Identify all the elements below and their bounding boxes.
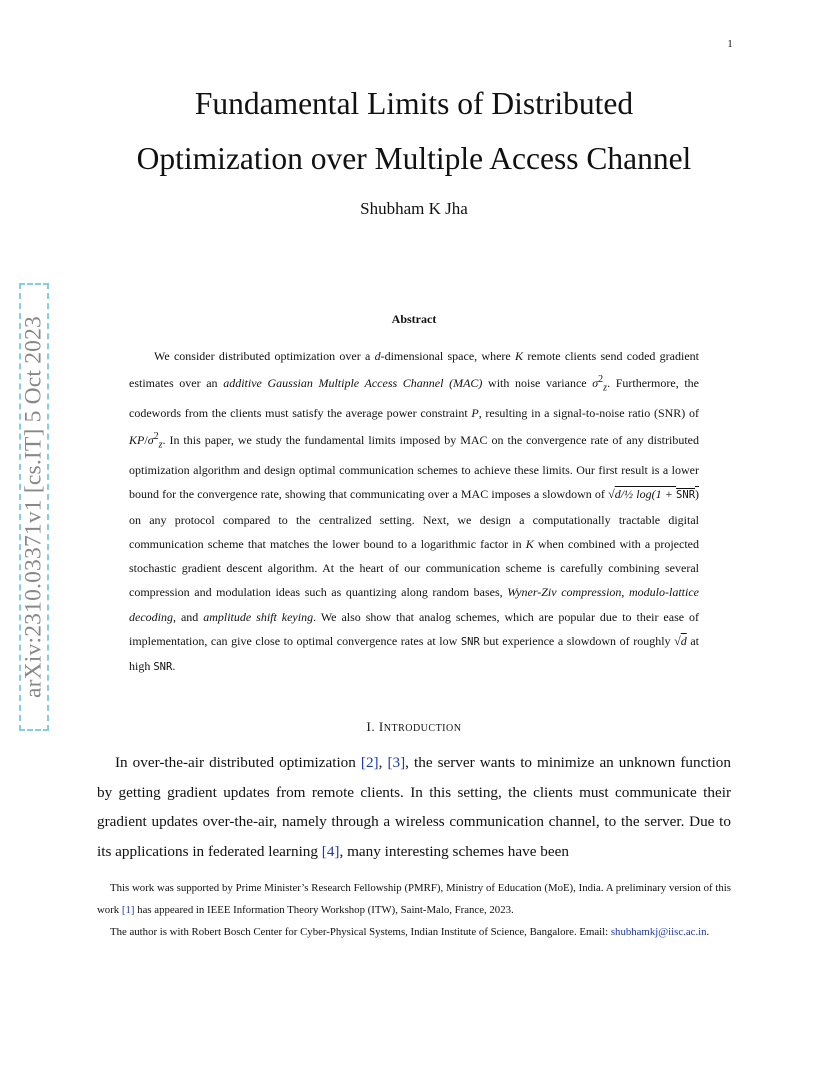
footnote-text: has appeared in IEEE Information Theory Workshop (ITW), Saint-Malo, France, 2023. — [134, 903, 514, 916]
footnote-funding — [97, 878, 731, 921]
abstract-text: . — [172, 659, 176, 674]
math-sup-2: 2 — [153, 431, 159, 443]
abstract-text: -dimensional space, where — [380, 349, 516, 363]
email-link[interactable]: shubhamkj@iisc.ac.in — [610, 926, 707, 938]
abstract-text: when combined with a projected stochastic gradient descent algorithm. At the heart of our communication scheme is carefully combining several compression and modulation ideas such as quantizing along random bases, — [129, 536, 699, 600]
abstract-text: . Furthermore, the codewords from the clients must satisfy the average power constraint — [129, 376, 699, 420]
citation-link[interactable]: [4] — [321, 842, 340, 860]
math-sigma: σ — [592, 376, 599, 391]
abstract-text: . In this paper, we study the fundamental limits imposed by MAC on the convergence rate of any distributed optimization algorithm and design optimal communication schemes to achieve these limits. Our first result is a lower bound for the convergence rate, showing that communicating over a MAC imposes a slowdown of — [129, 433, 699, 502]
arxiv-stamp[interactable] — [19, 283, 49, 731]
intro-text: In over-the-air distributed optimization — [115, 754, 361, 771]
footnote-text: This work was supported by Prime Minister’s Research Fellowship (PMRF), Ministry of Education (MoE), India. A preliminary version of this work — [97, 882, 731, 916]
intro-text: , many interesting schemes have been — [339, 842, 569, 860]
footnote-affiliation — [97, 922, 731, 944]
abstract-text: . We also show that analog schemes, which are popular due to their ease of implementation, can give close to optimal convergence rates at low — [129, 609, 700, 649]
section-heading-introduction — [60, 719, 768, 735]
author-name: Shubham K Jha — [360, 199, 468, 218]
math-sub-z: z — [603, 382, 608, 394]
math-p: P — [471, 405, 479, 420]
math-k: K — [515, 349, 524, 363]
citation-link[interactable]: [3] — [387, 754, 406, 771]
section-title-rest: NTRODUCTION — [383, 723, 462, 734]
math-radicand — [615, 487, 699, 501]
page-number: 1 — [727, 38, 733, 50]
abstract-emphasis: modulo-lattice decoding — [129, 585, 699, 624]
footnote-text: The author is with Robert Bosch Center for Cyber-Physical Systems, Indian Institute of Science, Bangalore. Email: — [110, 926, 611, 938]
intro-text: , the server wants to minimize an unknown function by getting gradient updates from remote clients. In this setting, the clients must communicate their gradient updates over-the-air, namely through a wireless communication channel, to the server. Due to its applications in federated learning — [97, 754, 731, 860]
abstract-text: , resulting in a signal-to-noise ratio (SNR) of — [478, 405, 700, 420]
abstract-text: remote clients send coded gradient estimates over an — [129, 349, 699, 391]
math-fraction: d/½ log(1 + — [614, 487, 677, 502]
introduction-body — [97, 748, 731, 866]
math-k: K — [525, 536, 534, 551]
math-d: d — [680, 634, 687, 649]
intro-text: , — [378, 754, 388, 771]
section-title-cap: I — [378, 719, 384, 734]
math-snr: SNR — [460, 636, 480, 649]
citation-link[interactable]: [1] — [121, 903, 135, 916]
section-numeral: I. — [366, 719, 379, 734]
title-line-1: Fundamental Limits of Distributed — [194, 86, 634, 121]
abstract-heading: Abstract — [391, 312, 437, 326]
math-sup-2: 2 — [598, 374, 604, 386]
abstract-emphasis: amplitude shift keying — [203, 609, 314, 624]
math-slash: / — [144, 433, 148, 448]
abstract-text: at high — [129, 634, 699, 674]
math-snr: SNR — [153, 661, 173, 674]
math-kp: KP — [129, 433, 145, 448]
abstract-text: but experience a slowdown of roughly — [479, 634, 675, 649]
math-d: d — [374, 349, 381, 363]
citation-link[interactable]: [2] — [360, 754, 379, 771]
math-close: ) — [695, 487, 700, 502]
abstract-text: , — [621, 585, 630, 600]
title-line-2: Optimization over Multiple Access Channel — [136, 141, 692, 176]
abstract-text: on any protocol compared to the centralized setting. Next, we design a computationally tractable digital communication scheme that matches the lower bound to a logarithmic factor in — [129, 512, 699, 551]
abstract-text: , and — [173, 609, 204, 624]
abstract-text: with noise variance — [482, 376, 593, 391]
math-sub-z: z — [158, 439, 163, 451]
math-sqrt: √ — [608, 487, 615, 502]
paper-title — [60, 76, 768, 186]
abstract-body — [129, 344, 699, 680]
arxiv-stamp-text: arXiv:2310.03371v1 [cs.IT] 5 Oct 2023 — [20, 315, 47, 699]
math-sigma: σ — [147, 433, 154, 448]
abstract-emphasis: additive Gaussian Multiple Access Channel (MAC) — [223, 376, 483, 391]
abstract-emphasis: Wyner-Ziv compression — [507, 585, 622, 600]
math-sqrt: √ — [674, 634, 681, 649]
math-snr: SNR — [676, 489, 696, 502]
abstract-text: We consider distributed optimization over a — [154, 349, 375, 363]
footnote-text: . — [706, 926, 710, 938]
